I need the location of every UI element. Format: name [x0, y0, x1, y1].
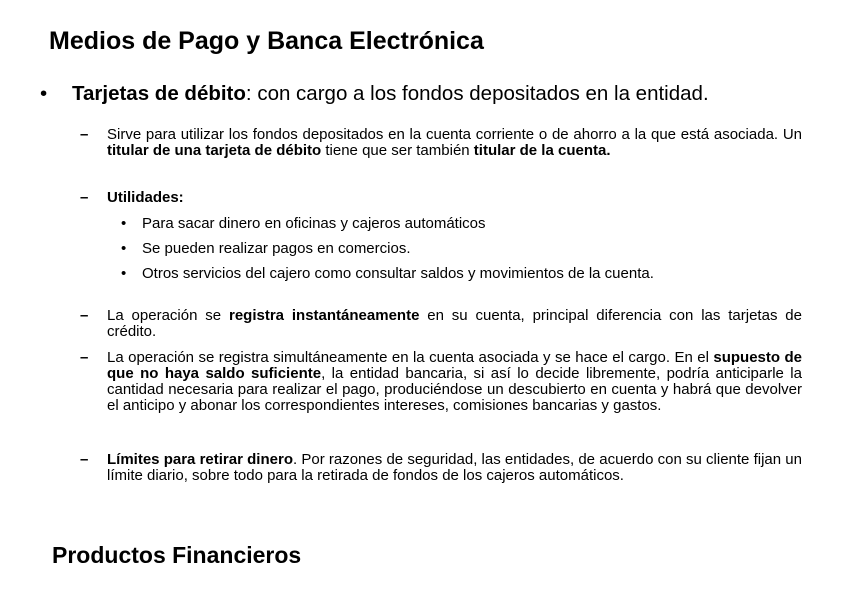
list-item-text: [107, 127, 802, 159]
main-bullet-rest: : con cargo a los fondos depositados en la entidad.: [245, 82, 709, 105]
list-item: [80, 127, 802, 159]
sub-bullet-text: Otros servicios del cajero como consultar saldos y movimientos de la cuenta.: [142, 265, 654, 282]
list-item-text: [107, 308, 802, 340]
dash-marker: –: [80, 451, 89, 468]
bullet-marker: •: [121, 265, 127, 282]
text-run: . Por razones de seguridad, las entidades, de acuerdo con su cliente fijan un límite diario, sobre todo para la retirada de fondos de los cajeros automáticos.: [107, 451, 802, 484]
page-title: Medios de Pago y Banca Electrónica: [49, 27, 484, 55]
text-run: La operación se registra simultáneamente en la cuenta asociada y se hace el cargo. En el: [107, 349, 714, 366]
dash-marker: –: [80, 126, 89, 143]
bold-run: Utilidades:: [107, 189, 184, 206]
bold-run: supuesto de que no haya saldo suficiente: [107, 349, 802, 382]
list-item-text: [107, 350, 802, 414]
bold-run: registra instantáneamente: [228, 307, 420, 324]
list-item: [80, 308, 802, 340]
bullet-marker: •: [40, 82, 48, 105]
list-item-text: [107, 190, 802, 206]
bullet-marker: •: [121, 240, 127, 257]
text-run: , la entidad bancaria, si así lo decide libremente, podría anticiparle la cantidad necesaria para realizar el pago, produciéndose un descubierto en cuenta y habrá que devolver el anticipo y abonar los correspondientes intereses, comisiones bancarias y gastos.: [107, 365, 802, 414]
bold-run: Límites para retirar dinero: [107, 451, 293, 468]
sub-bullet-text: Se pueden realizar pagos en comercios.: [142, 240, 411, 257]
dash-marker: –: [80, 189, 89, 206]
bullet-marker: •: [121, 215, 127, 232]
bold-run: titular de una tarjeta de débito: [107, 142, 322, 159]
list-item-text: [107, 452, 802, 484]
dash-marker: –: [80, 307, 89, 324]
bold-run: titular de la cuenta.: [473, 142, 611, 159]
sub-bullet-text: Para sacar dinero en oficinas y cajeros automáticos: [142, 215, 486, 232]
main-bullet-bold: Tarjetas de débito: [72, 82, 246, 105]
list-item: [80, 190, 802, 206]
text-run: La operación se: [107, 307, 229, 324]
list-item: [80, 452, 802, 484]
text-run: Sirve para utilizar los fondos depositados en la cuenta corriente o de ahorro a la que está asociada. Un: [107, 126, 802, 143]
text-run: en su cuenta, principal diferencia con las tarjetas de crédito.: [107, 307, 802, 340]
text-run: tiene que ser también: [321, 142, 474, 159]
main-bullet-text: [72, 82, 709, 106]
list-item: [80, 350, 802, 414]
section-title: Productos Financieros: [52, 542, 302, 568]
dash-marker: –: [80, 349, 89, 366]
